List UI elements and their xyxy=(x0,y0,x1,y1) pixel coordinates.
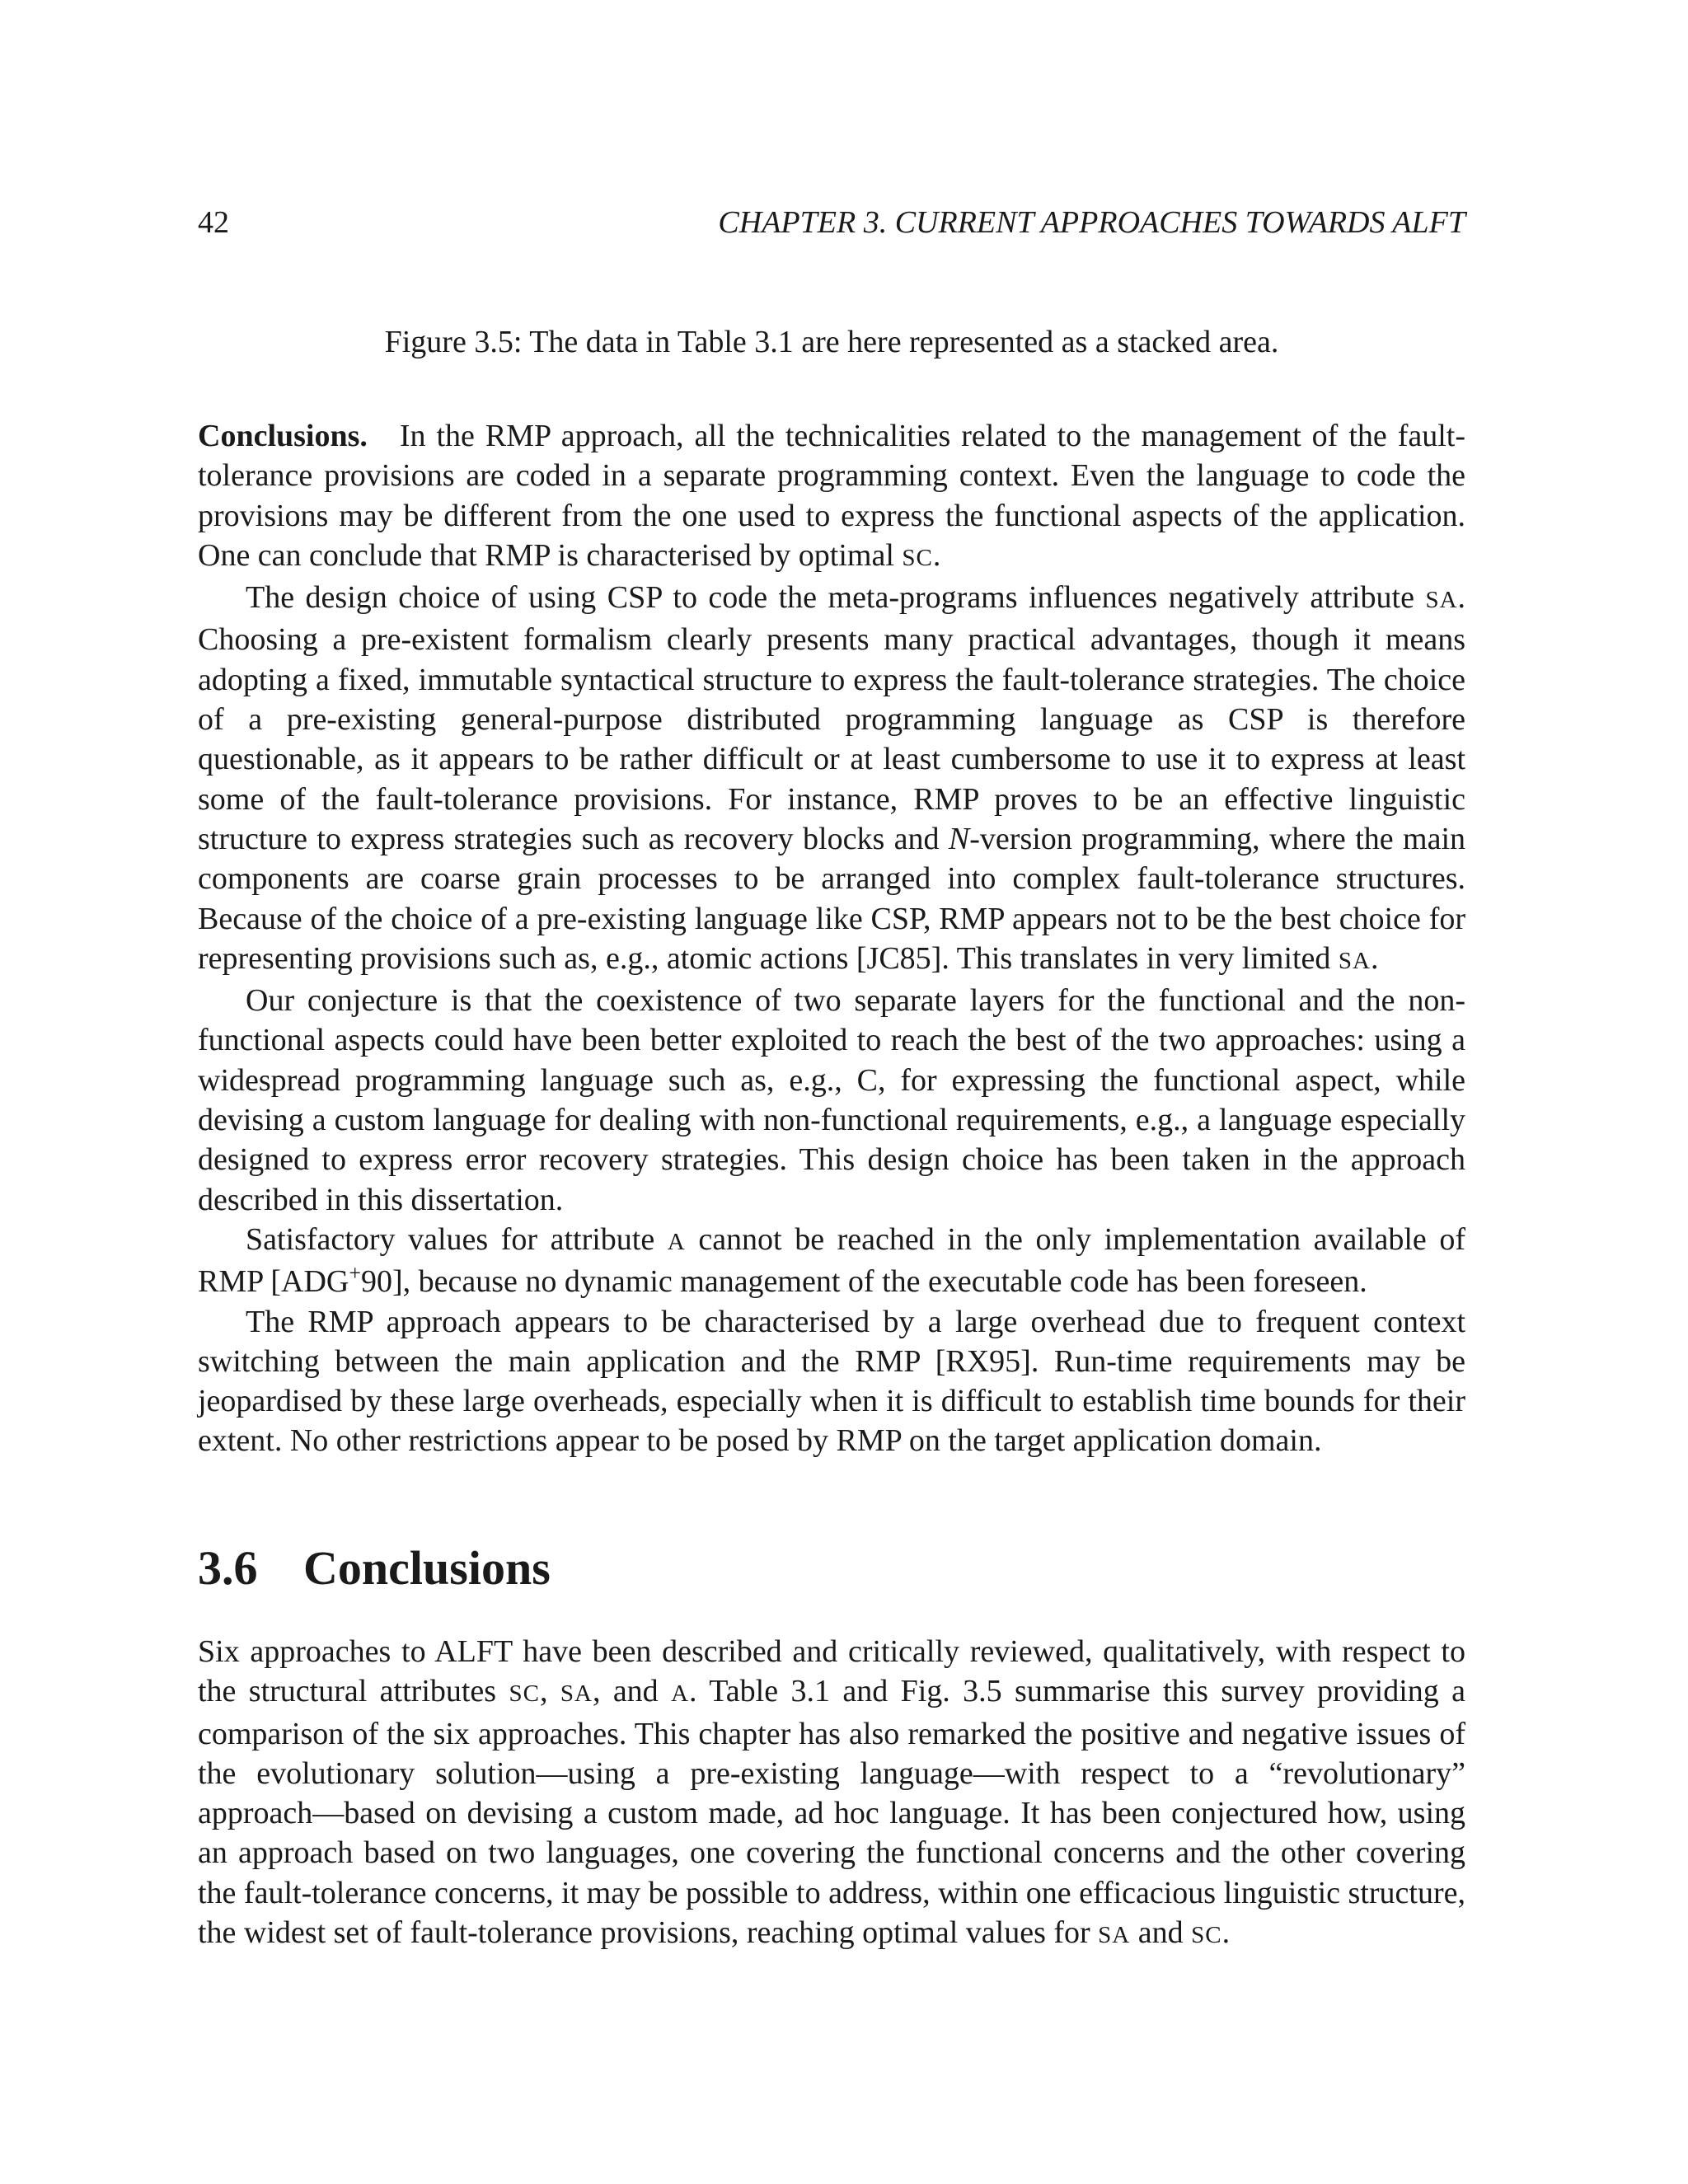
running-head xyxy=(198,202,1465,243)
paragraph-overhead: The RMP approach appears to be characterised by a large overhead due to frequent context switching between the main application and the RMP [RX95]. Run-time requirements may be jeopardised by these large overheads, especially when it is difficult to establish time bounds for their extent. No other restrictions appear to be posed by RMP on the target application domain. xyxy=(198,1304,1465,1459)
paragraph-text: In the RMP approach, all the technicalities related to the management of the fault-tolerance provisions are coded in a separate programming context. Even the language to code the provisions may be different from the one used to express the functional aspects of the application. One can conclude that RMP is characterised by optimal xyxy=(198,419,1466,573)
paragraph-text: . Table 3.1 and Fig. 3.5 summarise this survey providing a comparison of the six approaches. This chapter has also remarked the positive and negative issues of the evolutionary solution—using a pre-existing language—with respect to a “revolutionary” approach—based on devising a custom made, ad hoc language. It has been conjectured how, using an approach based on two languages, one covering the functional concerns and the other covering the fault-tolerance concerns, it may be possible to address, within one efficacious linguistic structure, the widest set of fault-tolerance provisions, reaching optimal values for xyxy=(198,1674,1466,1951)
summary-paragraph xyxy=(198,1632,1465,1955)
paragraph-summary: Six approaches to ALFT have been described and critically reviewed, qualitatively, with respect to the structural attributes SC, SA, and A. Table 3.1 and Fig. 3.5 summarise this survey providing a comparison of the six approaches. This chapter has also remarked the positive and negative issues of the evolutionary solution—using a pre-existing language—with respect to a “revolutionary” approach—based on devising a custom made, ad hoc language. It has been conjectured how, using an approach based on two languages, one covering the functional concerns and the other covering the fault-tolerance concerns, it may be possible to address, within one efficacious linguistic structure, the widest set of fault-tolerance provisions, reaching optimal values for SA and SC. xyxy=(198,1634,1466,1951)
attribute-a: A xyxy=(671,1680,690,1708)
page-number: 42 xyxy=(198,205,229,240)
section-heading xyxy=(198,1540,551,1597)
paragraph-design-choice: The design choice of using CSP to code the meta-programs influences negatively attribute SA. Choosing a pre-existent formalism clearly presents many practical advantages, though it means adopting a fixed, immutable syntactical structure to express the fault-tolerance strategies. The choice of a pre-existing general-purpose distributed programming language as CSP is therefore questionable, as it appears to be rather difficult or at least cumbersome to use it to express at least some of the fault-tolerance provisions. For instance, RMP proves to be an effective linguistic structure to express strategies such as recovery blocks and N-version programming, where the main components are coarse grain processes to be arranged into complex fault-tolerance structures. Because of the choice of a pre-existing language like CSP, RMP appears not to be the best choice for representing provisions such as, e.g., atomic actions [JC85]. This translates in very limited SA. xyxy=(198,580,1466,976)
figure-caption: Figure 3.5: The data in Table 3.1 are here represented as a stacked area. xyxy=(384,325,1279,359)
paragraph-text: Choosing a pre-existent formalism clearly presents many practical advantages, though it means adopting a fixed, immutable syntactical structure to express the fault-tolerance strategies. The choice of a pre-existing general-purpose distributed programming language as CSP is therefore questionable, as it appears to be rather difficult or at least cumbersome to use it to express at least some of the fault-tolerance provisions. For instance, RMP proves to be an effective linguistic structure to express strategies such as recovery blocks and xyxy=(198,622,1465,856)
attribute-sa: SA xyxy=(1338,947,1371,974)
chapter-title: CHAPTER 3. CURRENT APPROACHES TOWARDS ALFT xyxy=(718,205,1465,240)
attribute-sc: SC xyxy=(902,544,933,571)
attribute-sc: SC xyxy=(1191,1922,1222,1949)
paragraph-text: -version programming, where the main components are coarse grain processes to be arranged into complex fault-tolerance structures. Because of the choice of a pre-existing language like CSP, RMP appears not to be the best choice for representing provisions such as, e.g., atomic actions [JC85]. This translates in very limited xyxy=(198,821,1466,976)
math-n: N xyxy=(948,821,970,856)
run-in-heading: Conclusions. xyxy=(198,419,368,453)
separator: , xyxy=(539,1674,548,1709)
paragraph-text: The design choice of using CSP to code the meta-programs influences negatively attribute xyxy=(246,580,1414,616)
paragraph-rmp-context: Conclusions. In the RMP approach, all the technicalities related to the management of the fault-tolerance provisions are coded in a separate programming context. Even the language to code the provisions may be different from the one used to express the functional aspects of the application. One can conclude that RMP is characterised by optimal SC. xyxy=(198,419,1466,573)
paragraph-conjecture: Our conjecture is that the coexistence of two separate layers for the functional and the nonfunctional aspects could have been better exploited to reach the best of the two approaches: using a widespread programming language such as, e.g., C, for expressing the functional aspect, while devising a custom language for dealing with non-functional requirements, e.g., a language especially designed to express error recovery strategies. This design choice has been taken in the approach described in this dissertation. xyxy=(198,983,1465,1217)
conclusions-paragraphs xyxy=(198,416,1465,1461)
attribute-sa: SA xyxy=(560,1680,593,1708)
paragraph-text: 90], because no dynamic management of the executable code has been foreseen. xyxy=(361,1264,1367,1300)
superscript-plus: + xyxy=(349,1261,362,1286)
section-number: 3.6 xyxy=(198,1541,258,1595)
attribute-a: A xyxy=(667,1228,686,1255)
paragraph-text: Satisfactory values for attribute xyxy=(246,1221,655,1257)
attribute-sa: SA xyxy=(1425,587,1458,614)
attribute-sa: SA xyxy=(1098,1922,1131,1949)
separator: , and xyxy=(592,1674,659,1709)
paragraph-text: Six approaches to ALFT have been described and critically reviewed, qualitatively, with respect to the structural attributes xyxy=(198,1634,1465,1709)
paragraph-text: cannot be reached in the only implementation available of RMP [ADG xyxy=(198,1221,1466,1300)
paragraph-text: and xyxy=(1137,1915,1184,1951)
section-title: Conclusions xyxy=(303,1541,551,1595)
attribute-sc: SC xyxy=(509,1680,540,1708)
paragraph-attribute-a xyxy=(198,1220,1465,1302)
